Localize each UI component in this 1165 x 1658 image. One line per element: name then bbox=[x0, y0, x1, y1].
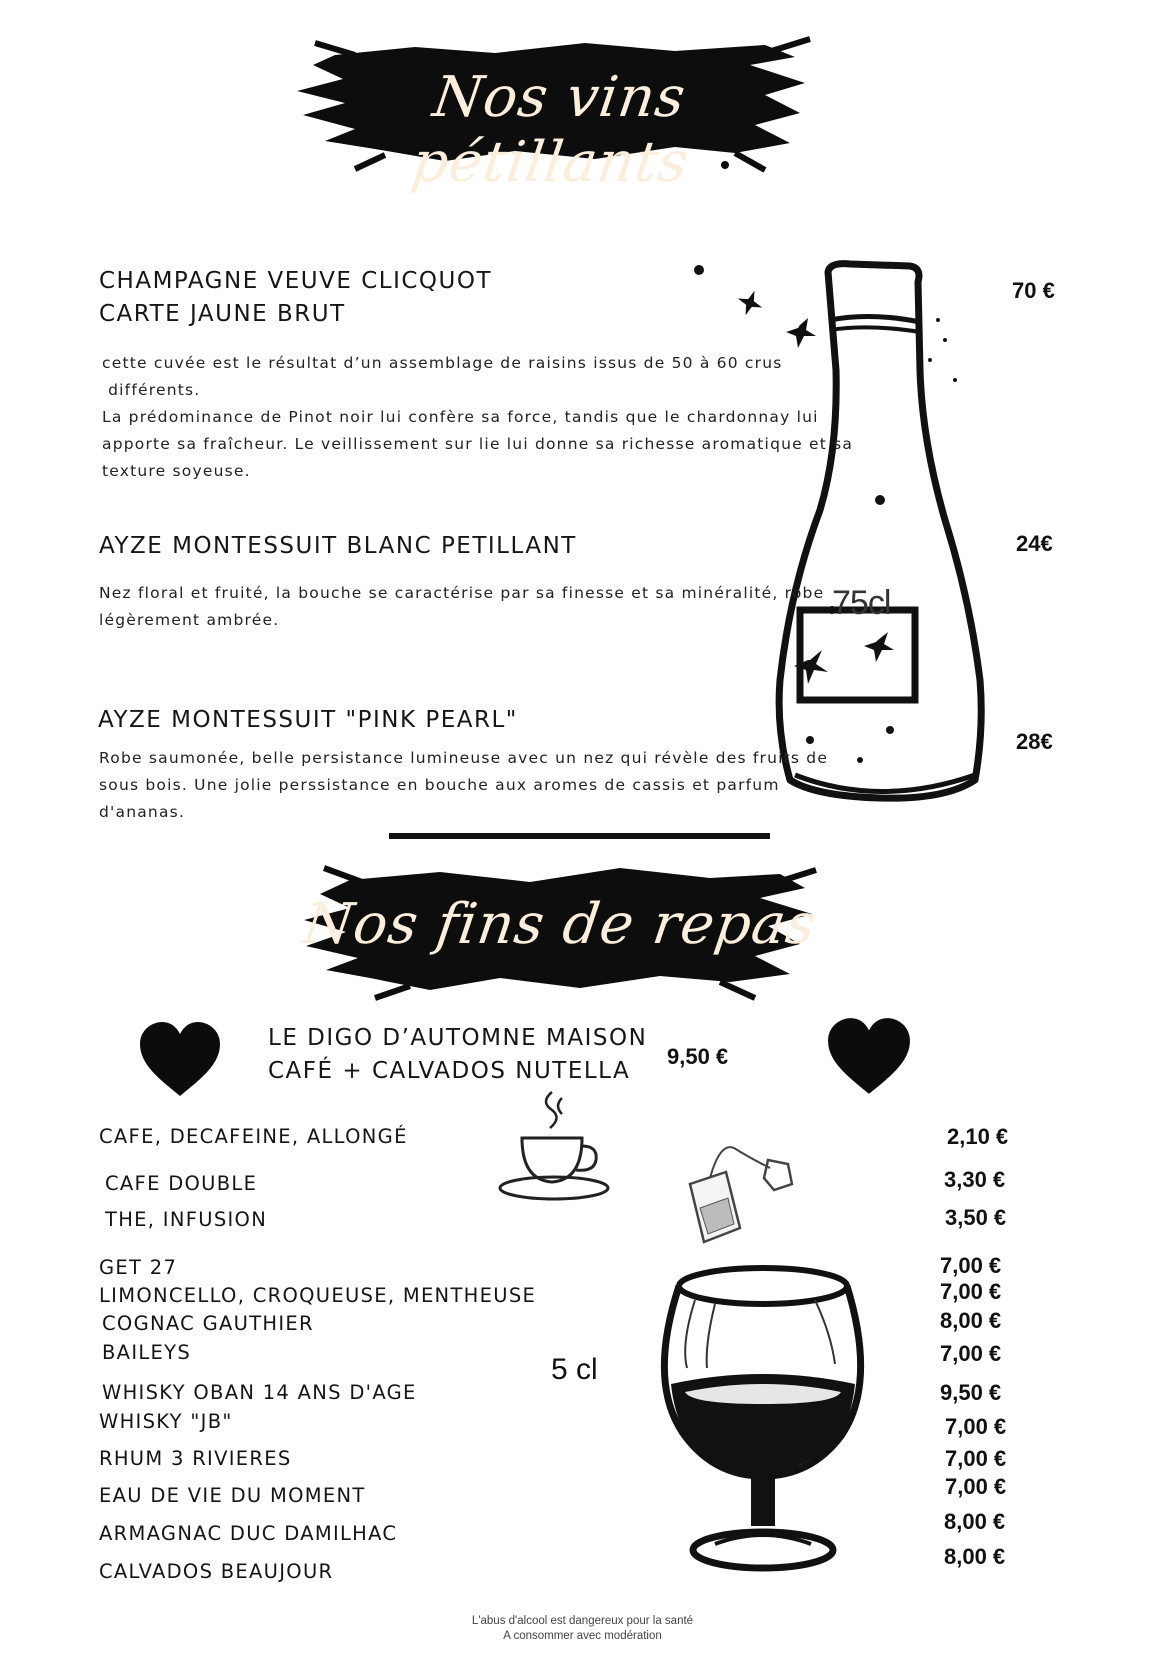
special-price: 9,50 € bbox=[667, 1044, 729, 1069]
menu-item: CAFE DOUBLE bbox=[105, 1172, 258, 1195]
menu-item: CALVADOS BEAUJOUR bbox=[99, 1560, 334, 1583]
menu-item-price: 7,00 € bbox=[945, 1474, 1007, 1499]
desc-line: apporte sa fraîcheur. Le veillissement sur lie lui donne sa richesse aromatique et sa bbox=[102, 435, 854, 453]
sparkling-banner bbox=[295, 35, 815, 195]
menu-item-price: 8,00 € bbox=[944, 1509, 1006, 1534]
wine-description bbox=[99, 580, 824, 634]
menu-item-price: 7,00 € bbox=[940, 1253, 1002, 1278]
menu-item-price: 7,00 € bbox=[945, 1414, 1007, 1439]
menu-item: ARMAGNAC DUC DAMILHAC bbox=[99, 1522, 398, 1545]
menu-item: CAFE, DECAFEINE, ALLONGÉ bbox=[99, 1125, 408, 1148]
digestifs-banner bbox=[300, 862, 820, 1002]
menu-item: GET 27 bbox=[99, 1256, 178, 1279]
desc-line: légèrement ambrée. bbox=[99, 611, 280, 629]
wine-price: 70 € bbox=[1012, 278, 1055, 303]
menu-item-price: 3,50 € bbox=[945, 1205, 1007, 1230]
menu-item: THE, INFUSION bbox=[105, 1208, 268, 1231]
digestifs-title: Nos fins de repas bbox=[299, 892, 821, 957]
menu-item-price: 3,30 € bbox=[944, 1167, 1006, 1192]
menu-item-price: 8,00 € bbox=[940, 1308, 1002, 1333]
cognac-glass-icon bbox=[655, 1264, 870, 1574]
wine-description bbox=[102, 350, 853, 485]
wine-price: 24€ bbox=[1016, 531, 1053, 556]
desc-line: sous bois. Une jolie perssistance en bouche aux aromes de cassis et parfum bbox=[99, 776, 780, 794]
footer bbox=[0, 1614, 1165, 1644]
bottle-volume-label: 75cl bbox=[832, 584, 891, 622]
desc-line: La prédominance de Pinot noir lui confère sa force, tandis que le chardonnay lui bbox=[102, 408, 819, 426]
footer-warning: L'abus d'alcool est dangereux pour la santé bbox=[471, 1615, 694, 1627]
footer-moderation: A consommer avec modération bbox=[503, 1630, 662, 1642]
star-icon bbox=[735, 288, 765, 318]
desc-line: Nez floral et fruité, la bouche se caractérise par sa finesse et sa minéralité, robe bbox=[99, 584, 825, 602]
glass-volume-label: 5 cl bbox=[551, 1353, 598, 1386]
tea-bag-icon bbox=[670, 1138, 800, 1258]
menu-item: WHISKY "JB" bbox=[99, 1410, 233, 1433]
dot-icon bbox=[693, 264, 705, 276]
wine-name: AYZE MONTESSUIT "PINK PEARL" bbox=[98, 707, 518, 733]
desc-line: différents. bbox=[102, 381, 201, 399]
sparkling-title: Nos vins pétillants bbox=[407, 65, 693, 195]
menu-item: EAU DE VIE DU MOMENT bbox=[99, 1484, 366, 1507]
menu-item-price: 7,00 € bbox=[945, 1446, 1007, 1471]
desc-line: d'ananas. bbox=[99, 803, 186, 821]
menu-item-price: 2,10 € bbox=[947, 1124, 1009, 1149]
desc-line: texture soyeuse. bbox=[102, 462, 251, 480]
menu-item: BAILEYS bbox=[102, 1341, 192, 1364]
menu-item-price: 8,00 € bbox=[944, 1544, 1006, 1569]
section-divider bbox=[389, 833, 770, 839]
heart-icon bbox=[826, 1018, 912, 1096]
desc-line: cette cuvée est le résultat d’un assemblage de raisins issus de 50 à 60 crus bbox=[102, 354, 783, 372]
menu-item: WHISKY OBAN 14 ANS D'AGE bbox=[102, 1381, 417, 1404]
heart-icon bbox=[138, 1022, 222, 1098]
wine-name-line2: CARTE JAUNE BRUT bbox=[99, 301, 346, 327]
menu-item: LIMONCELLO, CROQUEUSE, MENTHEUSE bbox=[99, 1284, 537, 1307]
special-name: LE DIGO D’AUTOMNE MAISON bbox=[268, 1025, 648, 1051]
menu-item-price: 9,50 € bbox=[940, 1380, 1002, 1405]
wine-name: AYZE MONTESSUIT BLANC PETILLANT bbox=[99, 533, 577, 559]
menu-item-price: 7,00 € bbox=[940, 1341, 1002, 1366]
wine-name: CHAMPAGNE VEUVE CLICQUOT bbox=[99, 268, 493, 294]
menu-item-price: 7,00 € bbox=[940, 1279, 1002, 1304]
coffee-cup-icon bbox=[496, 1088, 616, 1204]
desc-line: Robe saumonée, belle persistance lumineuse avec un nez qui révèle des fruits de bbox=[99, 749, 829, 767]
wine-price: 28€ bbox=[1016, 729, 1053, 754]
special-name-line2: CAFÉ + CALVADOS NUTELLA bbox=[268, 1058, 631, 1084]
menu-item: RHUM 3 RIVIERES bbox=[99, 1447, 292, 1470]
menu-item: COGNAC GAUTHIER bbox=[102, 1312, 314, 1335]
wine-description bbox=[99, 745, 828, 826]
